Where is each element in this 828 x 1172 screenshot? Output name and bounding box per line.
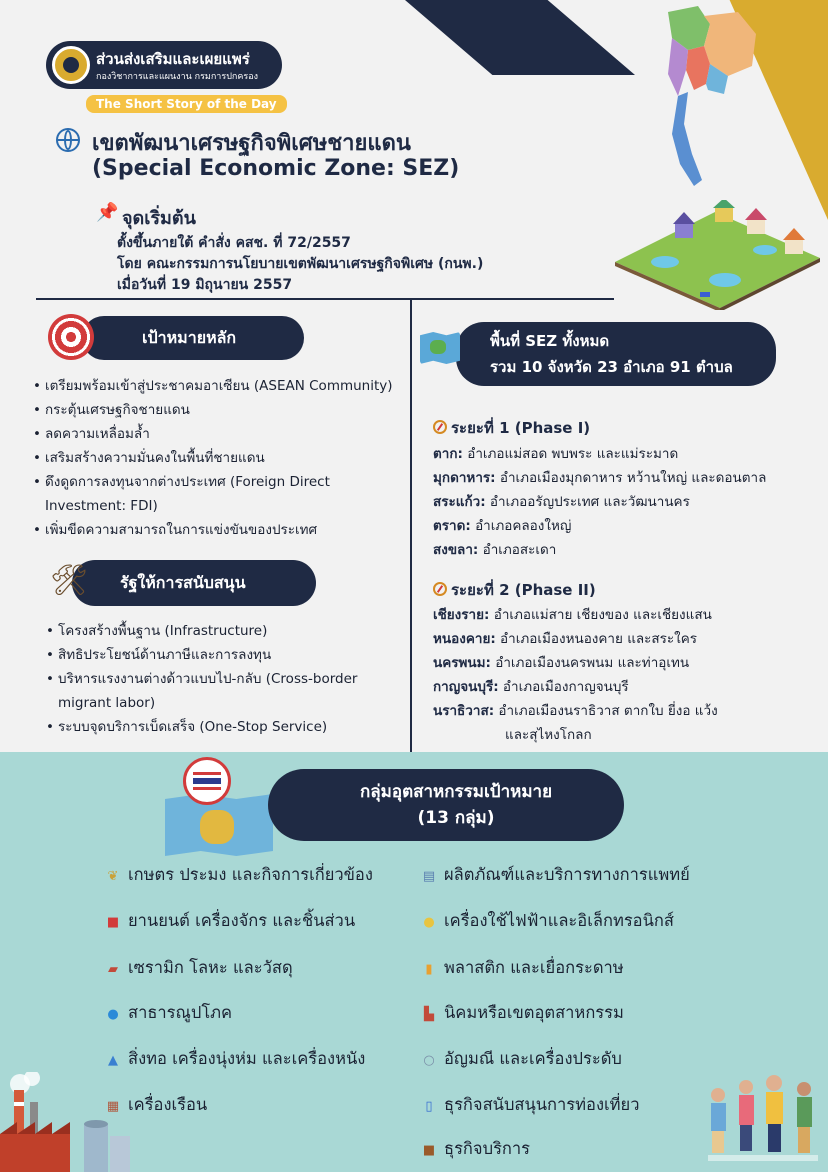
province-name: หนองคาย: <box>433 631 496 647</box>
phase1-row <box>433 442 678 464</box>
province-name: ตาก: <box>433 446 463 462</box>
phase2-continuation: และสุไหงโกลก <box>505 727 592 743</box>
industry-item <box>104 1000 232 1026</box>
industry-label: อัญมณี และเครื่องประดับ <box>444 1049 622 1068</box>
town-illustration <box>615 200 820 310</box>
industry-label: ยานยนต์ เครื่องจักร และชิ้นส่วน <box>128 911 356 930</box>
target-icon <box>48 314 94 360</box>
province-name: ตราด: <box>433 518 471 534</box>
district-list: อำเภอเมืองกาญจนบุรี <box>502 679 629 695</box>
support-heading: รัฐให้การสนับสนุน <box>72 560 316 606</box>
section-divider-horizontal <box>36 298 614 300</box>
phase2-row <box>433 627 697 649</box>
district-list: อำเภอเมืองมุกดาหาร หว้านใหญ่ และดอนตาล <box>499 470 767 486</box>
tagline-badge: The Short Story of the Day <box>86 95 287 113</box>
phase2-row <box>433 675 629 697</box>
industry-label: เครื่องเรือน <box>128 1095 208 1114</box>
industry-label: สาธารณูปโภค <box>128 1003 233 1022</box>
industry-label: เซรามิก โลหะ และวัสดุ <box>128 958 293 977</box>
industry-label: เกษตร ประมง และกิจการเกี่ยวข้อง <box>128 865 373 884</box>
phase1-row <box>433 490 690 512</box>
list-item: • โครงสร้างพื้นฐาน (Infrastructure) <box>46 619 376 643</box>
travelers-illustration <box>700 1065 828 1172</box>
industry-item <box>104 955 293 981</box>
sez-area-total: รวม 10 จังหวัด 23 อำเภอ 91 ตำบล <box>490 358 733 376</box>
phase2-heading <box>433 578 596 602</box>
list-item: • บริหารแรงงานต่างด้าวแบบไป-กลับ (Cross-border migrant labor) <box>46 667 376 715</box>
industry-label: สิ่งทอ เครื่องนุ่งห่ม และเครื่องหนัง <box>128 1049 366 1068</box>
hospital-icon: ▤ <box>422 869 436 884</box>
origin-line: ตั้งขึ้นภายใต้ คำสั่ง คสช. ที่ 72/2557 <box>117 235 351 251</box>
district-list: อำเภอสะเดา <box>482 542 557 558</box>
support-list <box>46 619 376 739</box>
province-name: สงขลา: <box>433 542 479 558</box>
tools-icon: 🛠 <box>50 563 89 598</box>
industry-item <box>104 862 373 888</box>
industries-count: (13 กลุ่ม) <box>417 808 495 828</box>
page-title-english: (Special Economic Zone: SEZ) <box>92 156 460 181</box>
wheat-icon: ❦ <box>107 869 119 884</box>
province-name: กาญจนบุรี: <box>433 679 499 695</box>
folded-map-icon <box>165 794 273 856</box>
industry-label: พลาสติก และเยื่อกระดาษ <box>444 958 624 977</box>
factory-illustration <box>0 1072 130 1172</box>
district-list: อำเภอคลองใหญ่ <box>475 518 572 534</box>
list-item: • กระตุ้นเศรษฐกิจชายแดน <box>33 398 411 422</box>
phase2-title: ระยะที่ 2 (Phase II) <box>451 581 596 599</box>
industry-label: เครื่องใช้ไฟฟ้าและอิเล็กทรอนิกส์ <box>444 911 674 930</box>
navy-stripe-decoration <box>405 0 635 75</box>
phase2-row <box>433 699 718 721</box>
industry-item <box>420 1136 530 1162</box>
industry-item <box>104 1046 365 1072</box>
province-name: สระแก้ว: <box>433 494 486 510</box>
industry-item <box>420 1000 624 1026</box>
map-icon <box>420 332 460 364</box>
luggage-icon: ▯ <box>425 1099 433 1114</box>
district-list: อำเภอเมืองนราธิวาส ตากใบ ยี่งอ แว้ง <box>498 703 718 719</box>
province-name: มุกดาหาร: <box>433 470 496 486</box>
list-item: • เสริมสร้างความมั่นคงในพื้นที่ชายแดน <box>33 446 411 470</box>
goals-heading: เป้าหมายหลัก <box>82 316 304 360</box>
phase1-heading <box>433 416 590 440</box>
industry-label: ธุรกิจสนับสนุนการท่องเที่ยว <box>444 1095 640 1114</box>
phase1-row <box>433 466 766 488</box>
industry-item <box>420 1046 622 1072</box>
origin-line: โดย คณะกรรมการนโยบายเขตพัฒนาเศรษฐกิจพิเศษ (กนพ.) <box>117 256 484 272</box>
district-list: อำเภอแม่สาย เชียงของ และเชียงแสน <box>493 607 712 623</box>
globe-icon <box>56 128 80 152</box>
org-subtitle: กองวิชาการและแผนงาน กรมการปกครอง <box>96 72 259 82</box>
phase1-row <box>433 514 571 536</box>
district-list: อำเภอเมืองหนองคาย และสระใคร <box>500 631 698 647</box>
car-icon: ■ <box>106 915 120 930</box>
origin-line: เมื่อวันที่ 19 มิถุนายน 2557 <box>117 277 293 293</box>
sez-area-heading <box>456 322 776 386</box>
factory-icon: ▙ <box>424 1007 434 1022</box>
thai-flag-pin-icon <box>183 757 231 805</box>
ring-icon: ○ <box>423 1053 435 1068</box>
emblem-icon <box>52 46 90 84</box>
district-list: อำเภอแม่สอด พบพระ และแม่ระมาด <box>467 446 679 462</box>
water-drop-icon: ● <box>107 1007 119 1022</box>
industries-heading <box>268 769 624 841</box>
bottle-icon: ▮ <box>425 962 433 977</box>
compass-icon <box>433 420 447 434</box>
thailand-map-illustration <box>658 4 758 189</box>
org-title: ส่วนส่งเสริมและเผยแพร่ <box>96 50 250 68</box>
province-name: นครพนม: <box>433 655 491 671</box>
industry-item <box>420 955 624 981</box>
list-item: • ระบบจุดบริการเบ็ดเสร็จ (One-Stop Service) <box>46 715 376 739</box>
compass-icon <box>433 582 447 596</box>
briefcase-icon: ■ <box>422 1143 436 1158</box>
industry-label: ธุรกิจบริการ <box>444 1139 531 1158</box>
district-list: อำเภออรัญประเทศ และวัฒนานคร <box>489 494 690 510</box>
dress-icon: ▲ <box>108 1053 118 1068</box>
industry-item <box>420 862 690 888</box>
list-item: • สิทธิประโยชน์ด้านภาษีและการลงทุน <box>46 643 376 667</box>
industry-label: นิคมหรือเขตอุตสาหกรรม <box>444 1003 624 1022</box>
furniture-icon: ▦ <box>106 1099 120 1114</box>
list-item: • ลดความเหลื่อมล้ำ <box>33 422 411 446</box>
industries-title: กลุ่มอุตสาหกรรมเป้าหมาย <box>359 782 553 802</box>
province-name: เชียงราย: <box>433 607 490 623</box>
pushpin-icon: 📌 <box>96 202 119 223</box>
province-name: นราธิวาส: <box>433 703 495 719</box>
sez-area-title: พื้นที่ SEZ ทั้งหมด <box>490 332 610 350</box>
industry-item <box>420 1092 639 1118</box>
phase1-title: ระยะที่ 1 (Phase I) <box>451 419 591 437</box>
lightbulb-icon: ● <box>423 915 435 930</box>
phase2-row <box>433 651 689 673</box>
phase1-row <box>433 538 556 560</box>
page-title-thai: เขตพัฒนาเศรษฐกิจพิเศษชายแดน <box>92 131 411 156</box>
list-item: • เพิ่มขีดความสามารถในการแข่งขันของประเทศ <box>33 518 411 542</box>
origin-heading: จุดเริ่มต้น <box>122 208 196 229</box>
industry-item <box>420 908 674 934</box>
industry-label: ผลิตภัณฑ์และบริการทางการแพทย์ <box>444 865 690 884</box>
list-item: • ดึงดูดการลงทุนจากต่างประเทศ (Foreign Direct Investment: FDI) <box>33 470 411 518</box>
industry-item <box>104 908 355 934</box>
district-list: อำเภอเมืองนครพนม และท่าอุเทน <box>495 655 690 671</box>
phase2-row <box>433 603 712 625</box>
brick-icon: ▰ <box>108 962 118 977</box>
goals-list <box>33 374 411 542</box>
list-item: • เตรียมพร้อมเข้าสู่ประชาคมอาเซียน (ASEAN Community) <box>33 374 411 398</box>
